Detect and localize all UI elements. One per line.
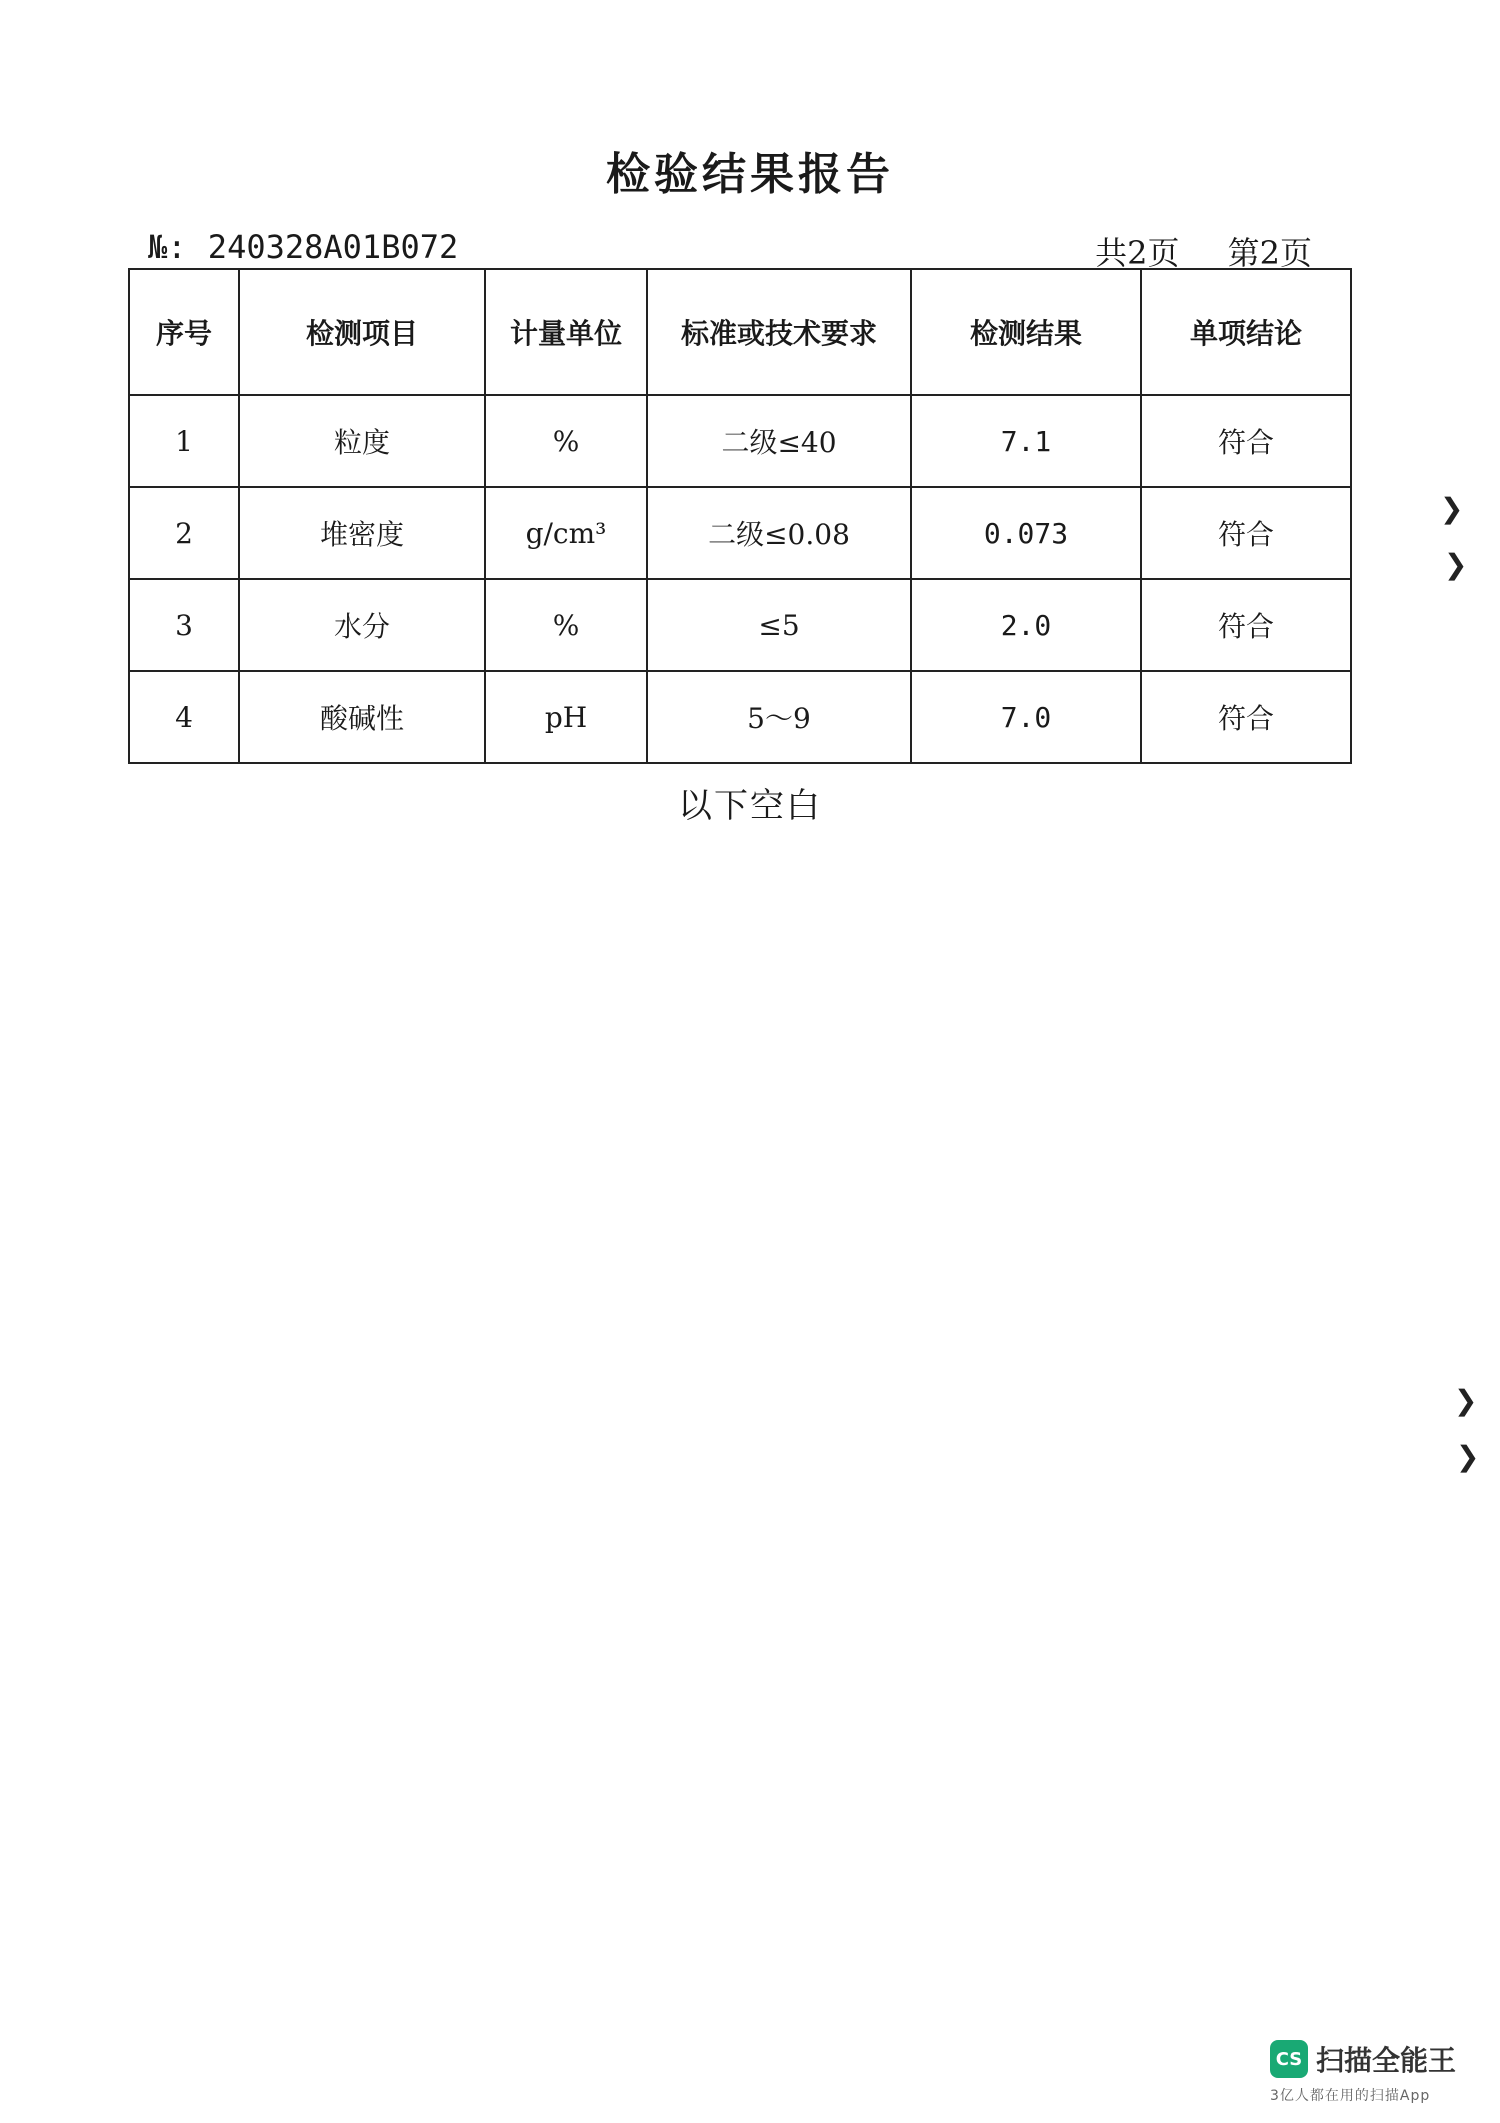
- report-number: [148, 228, 460, 266]
- cell-requirement: 5～9: [647, 671, 911, 763]
- cell-item: 水分: [239, 579, 485, 671]
- table-row: [129, 487, 1351, 579]
- header-item: 检测项目: [239, 269, 485, 395]
- header-requirement: 标准或技术要求: [647, 269, 911, 395]
- cell-result: 0.073: [911, 487, 1141, 579]
- total-pages: 共2页: [1095, 234, 1180, 272]
- binding-mark-icon: ❯: [1444, 548, 1468, 581]
- cell-requirement: 二级≤40: [647, 395, 911, 487]
- scanner-app-name: 扫描全能王: [1316, 2044, 1457, 2077]
- scanner-tagline: 3亿人都在用的扫描App: [1270, 2088, 1431, 2104]
- cell-conclusion: 符合: [1141, 395, 1351, 487]
- cell-result: 7.1: [911, 395, 1141, 487]
- header-unit: 计量单位: [485, 269, 647, 395]
- table-row: [129, 671, 1351, 763]
- report-number-value: 240328A01B072: [207, 228, 459, 266]
- current-page: 第2页: [1227, 234, 1312, 272]
- cell-result: 2.0: [911, 579, 1141, 671]
- header-result: 检测结果: [911, 269, 1141, 395]
- header-no: 序号: [129, 269, 239, 395]
- cell-item: 粒度: [239, 395, 485, 487]
- cell-item: 酸碱性: [239, 671, 485, 763]
- results-table: [128, 268, 1352, 764]
- blank-below-note: 以下空白: [678, 786, 822, 826]
- table-row: [129, 395, 1351, 487]
- table-header-row: [129, 269, 1351, 395]
- report-title: 检验结果报告: [606, 149, 894, 200]
- cell-unit: pH: [485, 671, 647, 763]
- cell-item: 堆密度: [239, 487, 485, 579]
- cell-result: 7.0: [911, 671, 1141, 763]
- scanner-watermark: [1270, 2039, 1480, 2105]
- scanner-logo-icon: CS: [1270, 2040, 1308, 2078]
- cell-conclusion: 符合: [1141, 579, 1351, 671]
- cell-no: 2: [129, 487, 239, 579]
- cell-conclusion: 符合: [1141, 487, 1351, 579]
- cell-no: 3: [129, 579, 239, 671]
- binding-mark-icon: ❯: [1440, 492, 1464, 525]
- table-row: [129, 579, 1351, 671]
- cell-requirement: 二级≤0.08: [647, 487, 911, 579]
- binding-mark-icon: ❯: [1456, 1440, 1480, 1473]
- cell-conclusion: 符合: [1141, 671, 1351, 763]
- report-number-label: №:: [148, 228, 187, 266]
- cell-unit: %: [485, 395, 647, 487]
- binding-mark-icon: ❯: [1454, 1384, 1478, 1417]
- header-conclusion: 单项结论: [1141, 269, 1351, 395]
- cell-requirement: ≤5: [647, 579, 911, 671]
- cell-no: 1: [129, 395, 239, 487]
- cell-unit: %: [485, 579, 647, 671]
- cell-no: 4: [129, 671, 239, 763]
- cell-unit: g/cm³: [485, 487, 647, 579]
